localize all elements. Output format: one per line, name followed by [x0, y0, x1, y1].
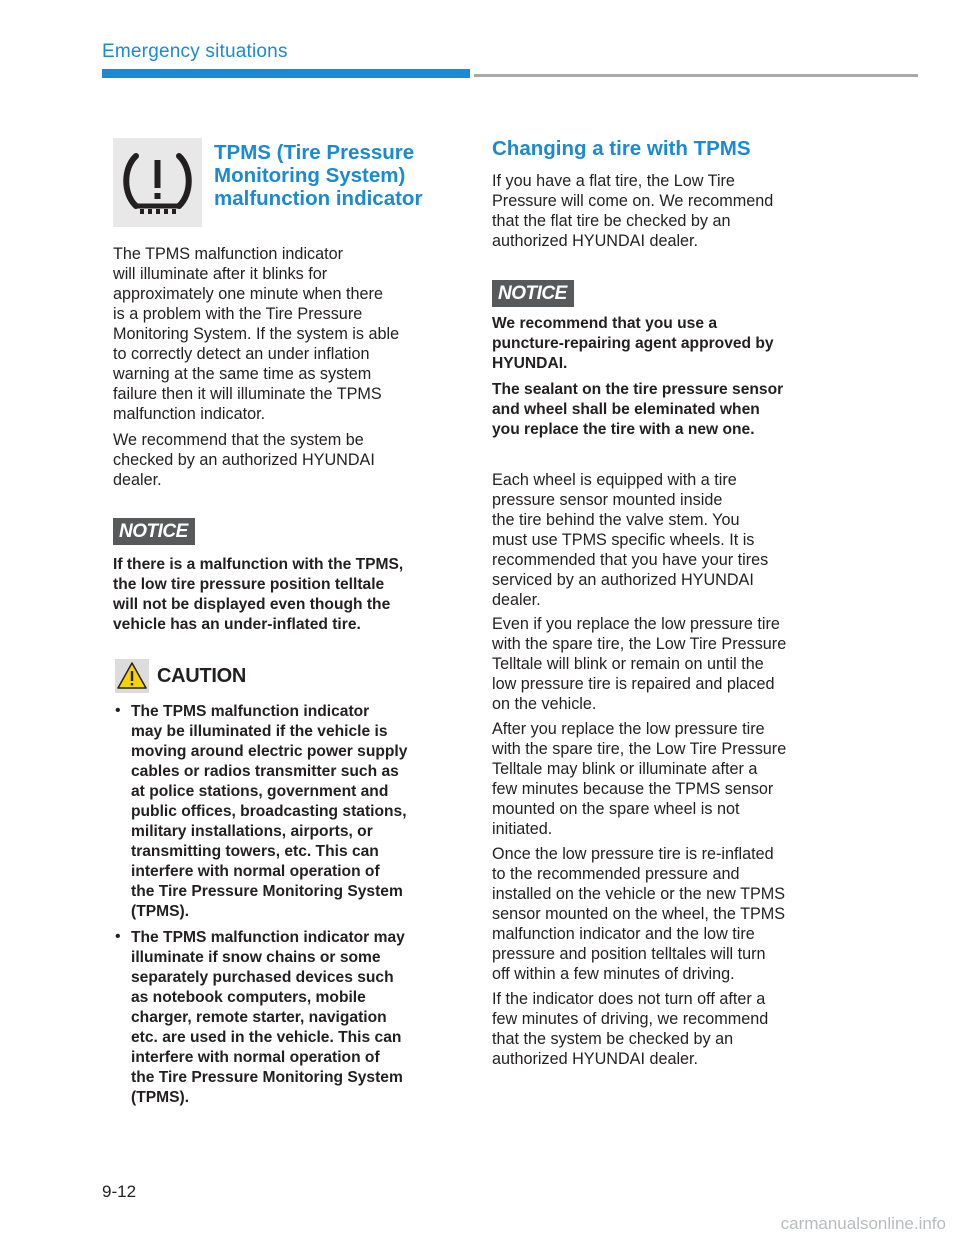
wheel-sensor-paragraph: Each wheel is equipped with a tire pressure sensor mounted inside the tire behind the valve stem. You must use TPMS specific wheels. It is recommended that you have your tires serviced by an authorized HYUNDAI dealer.	[492, 471, 769, 609]
flat-tire-paragraph: If you have a flat tire, the Low Tire Pressure will come on. We recommend that the flat tire be checked by an authorized HYUNDAI dealer.	[492, 172, 774, 250]
changing-tire-heading: Changing a tire with TPMS	[492, 137, 751, 160]
page-number: 9-12	[102, 1182, 137, 1201]
malfunction-description: The TPMS malfunction indicator will illuminate after it blinks for approximately one minute when there is a problem with the Tire Pressure Monitoring System. If the system is able to correctly detect an under inflation warning at the same time as system failure then it will illuminate the TPMS malfunction indicator.	[113, 245, 400, 423]
watermark[interactable]: carmanualsonline.info	[780, 1214, 946, 1233]
reinflated-paragraph: Once the low pressure tire is re-inflated to the recommended pressure and installed on the vehicle or the new TPMS sensor mounted on the wheel, the TPMS malfunction indicator and the low tire pressure and position telltales will turn off within a few minutes of driving.	[492, 845, 786, 983]
notice-text: We recommend that you use a puncture-repairing agent approved by HYUNDAI. The sealant on the tire pressure sensor and wheel shall be eleminated when you replace the tire with a new one.	[492, 315, 784, 438]
caution-item: • The TPMS malfunction indicator may be illuminated if the vehicle is moving around electric power supply cables or radios transmitter such as at police stations, government and public offices, broadcasting stations, military installations, airports, or transmitting towers, etc. This can interfere with normal operation of the Tire Pressure Monitoring System (TPMS).	[113, 702, 458, 922]
section-title: Emergency situations	[102, 41, 288, 62]
caution-label: CAUTION	[157, 664, 247, 687]
tpms-malfunction-heading: TPMS (Tire Pressure Monitoring System) malfunction indicator	[214, 141, 423, 210]
caution-item: • The TPMS malfunction indicator may illuminate if snow chains or some separately purchased devices such as notebook computers, mobile charger, remote starter, navigation etc. are used in the vehicle. This can interfere with normal operation of the Tire Pressure Monitoring System (TPMS).	[113, 928, 458, 1108]
notice-text: If there is a malfunction with the TPMS, the low tire pressure position telltale will not be displayed even though the vehicle has an under-inflated tire.	[113, 556, 404, 633]
tpms-warning-icon	[113, 138, 202, 227]
caution-list	[113, 702, 458, 1108]
telltale-blink-paragraph: After you replace the low pressure tire with the spare tire, the Low Tire Pressure Telltale may blink or illuminate after a few minutes because the TPMS sensor mounted on the spare wheel is not initiated.	[492, 720, 787, 838]
indicator-off-paragraph: If the indicator does not turn off after a few minutes of driving, we recommend that the system be checked by an authorized HYUNDAI dealer.	[492, 990, 769, 1068]
spare-tire-paragraph: Even if you replace the low pressure tire with the spare tire, the Low Tire Pressure Telltale will blink or remain on until the low pressure tire is repaired and placed on the vehicle.	[492, 615, 787, 713]
notice-badge: NOTICE	[113, 518, 195, 545]
header-rule-blue	[102, 69, 470, 78]
dealer-recommendation: We recommend that the system be checked by an authorized HYUNDAI dealer.	[113, 431, 375, 489]
caution-header	[115, 659, 246, 693]
caution-icon	[115, 659, 149, 693]
notice-badge: NOTICE	[492, 280, 574, 307]
header-rule-gray	[474, 74, 918, 77]
